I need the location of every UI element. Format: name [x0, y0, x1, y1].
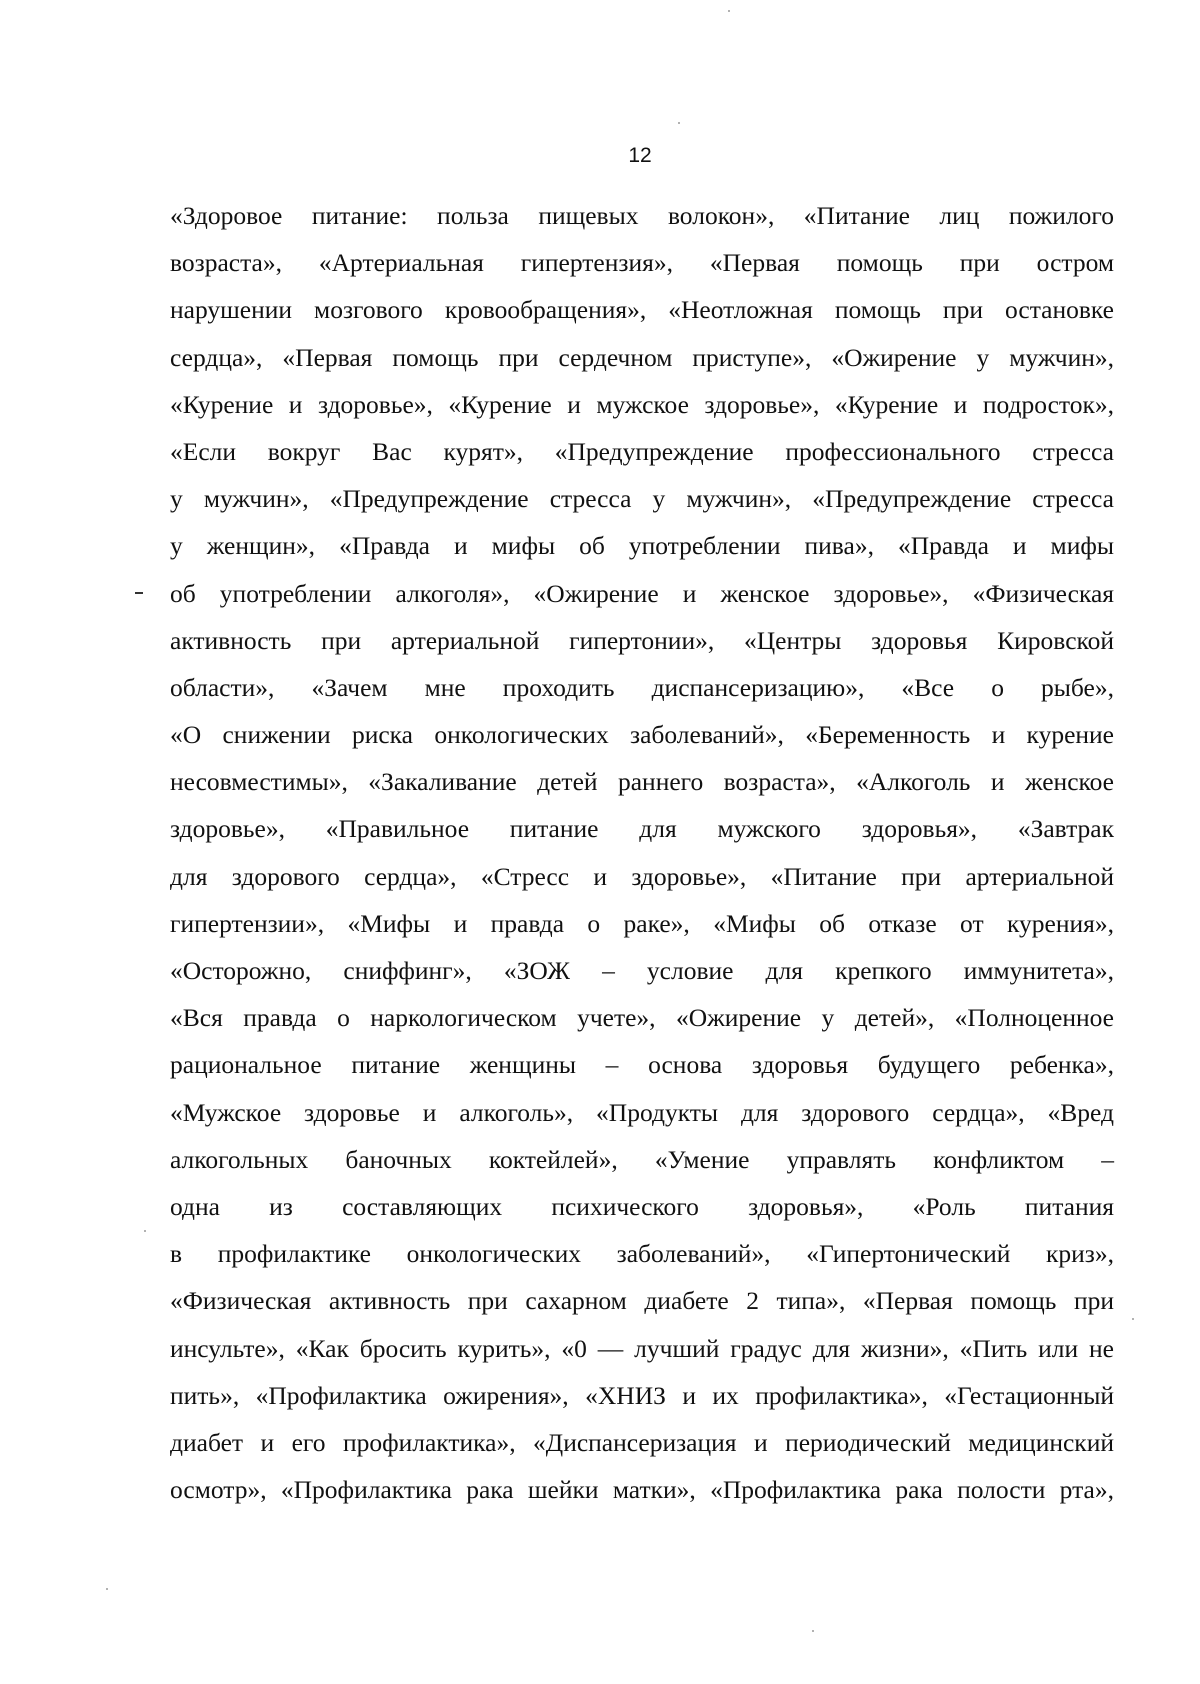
text-line: «О снижении риска онкологических заболеваний», «Беременность и курение	[170, 720, 1114, 750]
text-line: у женщин», «Правда и мифы об употреблении пива», «Правда и мифы	[170, 531, 1114, 561]
text-line: возраста», «Артериальная гипертензия», «Первая помощь при остром	[170, 248, 1114, 278]
text-line: осмотр», «Профилактика рака шейки матки», «Профилактика рака полости рта»,	[170, 1475, 1114, 1505]
text-line: сердца», «Первая помощь при сердечном приступе», «Ожирение у мужчин»,	[170, 342, 1114, 372]
text-line: области», «Зачем мне проходить диспансеризацию», «Все о рыбе»,	[170, 672, 1114, 702]
text-line: «Осторожно, сниффинг», «ЗОЖ – условие для крепкого иммунитета»,	[170, 956, 1114, 985]
text-line: «Здоровое питание: польза пищевых волокон», «Питание лиц пожилого	[170, 201, 1114, 230]
page-number: 12	[628, 144, 652, 167]
scan-speck	[106, 1588, 108, 1590]
text-line: об употреблении алкоголя», «Ожирение и женское здоровье», «Физическая	[170, 578, 1114, 608]
text-line: для здорового сердца», «Стресс и здоровье», «Питание при артериальной	[170, 861, 1114, 891]
margin-mark	[135, 592, 143, 594]
text-line: «Если вокруг Вас курят», «Предупреждение профессионального стресса	[170, 436, 1114, 466]
scan-speck	[1132, 1318, 1134, 1320]
text-line: в профилактике онкологических заболеваний», «Гипертонический криз»,	[170, 1239, 1114, 1269]
scan-speck	[678, 122, 680, 124]
scan-speck	[812, 1630, 814, 1632]
text-line: гипертензии», «Мифы и правда о раке», «Мифы об отказе от курения»,	[170, 908, 1114, 938]
text-line: «Мужское здоровье и алкоголь», «Продукты для здорового сердца», «Вред	[170, 1097, 1114, 1127]
text-line: одна из составляющих психического здоровья», «Роль питания	[170, 1191, 1114, 1221]
text-line: «Курение и здоровье», «Курение и мужское здоровье», «Курение и подросток»,	[170, 389, 1114, 419]
text-line: рациональное питание женщины – основа здоровья будущего ребенка»,	[170, 1050, 1114, 1080]
body-text	[170, 192, 1114, 1513]
scan-speck	[728, 10, 730, 12]
text-line: нарушении мозгового кровообращения», «Неотложная помощь при остановке	[170, 295, 1114, 325]
text-line: активность при артериальной гипертонии», «Центры здоровья Кировской	[170, 625, 1114, 655]
text-line: алкогольных баночных коктейлей», «Умение управлять конфликтом –	[170, 1144, 1114, 1174]
text-line: «Физическая активность при сахарном диабете 2 типа», «Первая помощь при	[170, 1286, 1114, 1316]
text-line: «Вся правда о наркологическом учете», «Ожирение у детей», «Полноценное	[170, 1003, 1114, 1033]
text-line: у мужчин», «Предупреждение стресса у мужчин», «Предупреждение стресса	[170, 484, 1114, 514]
text-line: пить», «Профилактика ожирения», «ХНИЗ и их профилактика», «Гестационный	[170, 1380, 1114, 1410]
text-line: несовместимы», «Закаливание детей раннего возраста», «Алкоголь и женское	[170, 767, 1114, 797]
text-line: здоровье», «Правильное питание для мужского здоровья», «Завтрак	[170, 814, 1114, 844]
text-line: инсульте», «Как бросить курить», «0 — лучший градус для жизни», «Пить или не	[170, 1333, 1114, 1363]
scan-speck	[144, 1230, 146, 1232]
text-line: диабет и его профилактика», «Диспансеризация и периодический медицинский	[170, 1427, 1114, 1457]
